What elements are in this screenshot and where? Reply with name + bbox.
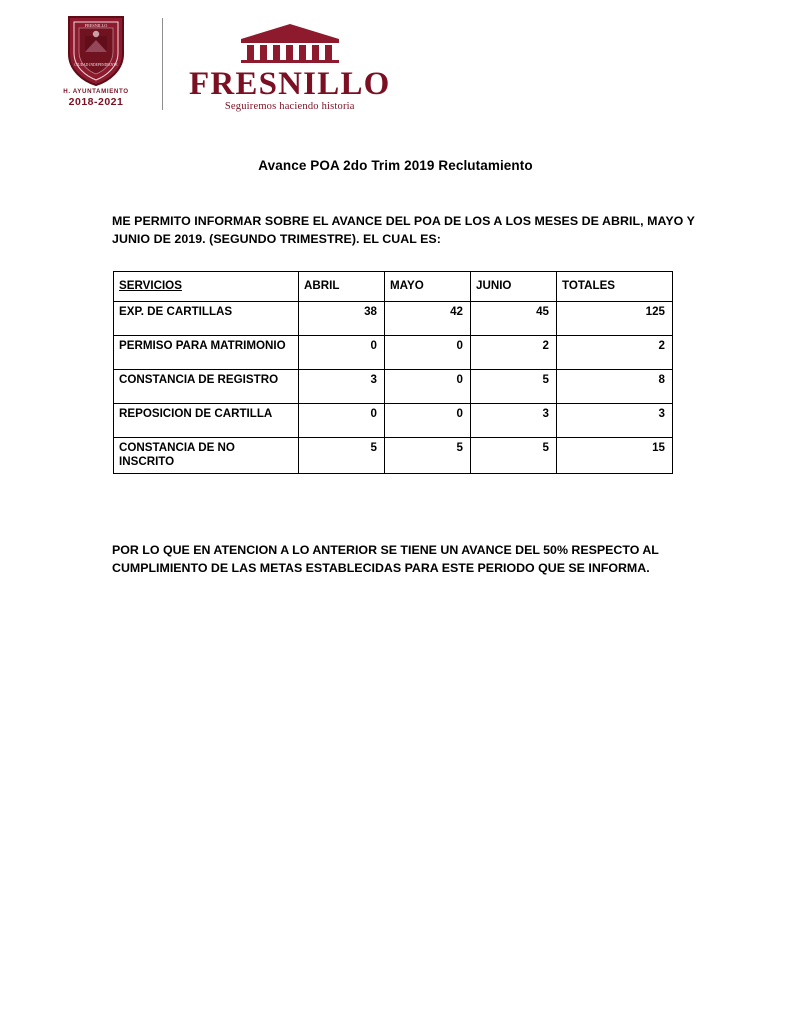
cell-totales: 2 [557,335,673,369]
brand-tagline: Seguiremos haciendo historia [224,101,355,113]
column-header-abril: ABRIL [299,271,385,301]
table-row [114,301,673,335]
cell-servicio: CONSTANCIA DE NO INSCRITO [114,437,299,473]
cell-junio: 3 [471,403,557,437]
cell-abril: 5 [299,437,385,473]
table-row [114,369,673,403]
brand-lockup [189,14,391,112]
table-row [114,335,673,369]
cell-abril: 3 [299,369,385,403]
cell-totales: 8 [557,369,673,403]
brand-name: FRESNILLO [189,66,391,102]
svg-text:CIUDAD INDEPENDIENTE: CIUDAD INDEPENDIENTE [74,63,118,67]
cell-abril: 0 [299,403,385,437]
header-divider [162,18,163,110]
intro-paragraph: ME PERMITO INFORMAR SOBRE EL AVANCE DEL POA DE LOS A LOS MESES DE ABRIL, MAYO Y JUNIO DE 2019. (SEGUNDO TRIMESTRE). EL CUAL ES: [112,214,695,246]
cell-junio: 5 [471,437,557,473]
crest-council-label: H. AYUNTAMIENTO [63,88,129,95]
cell-mayo: 0 [385,403,471,437]
cell-abril: 38 [299,301,385,335]
table-row [114,437,673,473]
cell-junio: 5 [471,369,557,403]
column-header-mayo: MAYO [385,271,471,301]
cell-servicio: REPOSICION DE CARTILLA [114,403,299,437]
page-title: Avance POA 2do Trim 2019 Reclutamiento [258,158,533,173]
poa-table [113,271,673,474]
closing-paragraph: POR LO QUE EN ATENCION A LO ANTERIOR SE TIENE UN AVANCE DEL 50% RESPECTO AL CUMPLIMIENTO DE LAS METAS ESTABLECIDAS PARA ESTE PERIODO QUE SE INFORMA. [112,542,659,575]
column-header-totales: TOTALES [557,271,673,301]
svg-text:FRESNILLO: FRESNILLO [84,23,108,28]
coat-of-arms-shield-icon [65,14,127,88]
cell-totales: 125 [557,301,673,335]
cell-junio: 45 [471,301,557,335]
cell-junio: 2 [471,335,557,369]
cell-servicio: EXP. DE CARTILLAS [114,301,299,335]
cell-totales: 15 [557,437,673,473]
document-header [0,0,791,113]
classical-building-icon [227,22,353,69]
table-row [114,403,673,437]
cell-servicio: PERMISO PARA MATRIMONIO [114,335,299,369]
column-header-servicios: SERVICIOS [114,271,299,301]
cell-mayo: 5 [385,437,471,473]
cell-mayo: 0 [385,369,471,403]
cell-servicio: CONSTANCIA DE REGISTRO [114,369,299,403]
cell-mayo: 42 [385,301,471,335]
column-header-junio: JUNIO [471,271,557,301]
cell-mayo: 0 [385,335,471,369]
crest-years: 2018-2021 [68,96,124,108]
cell-totales: 3 [557,403,673,437]
cell-abril: 0 [299,335,385,369]
municipal-crest [52,14,140,108]
table-header-row [114,271,673,301]
